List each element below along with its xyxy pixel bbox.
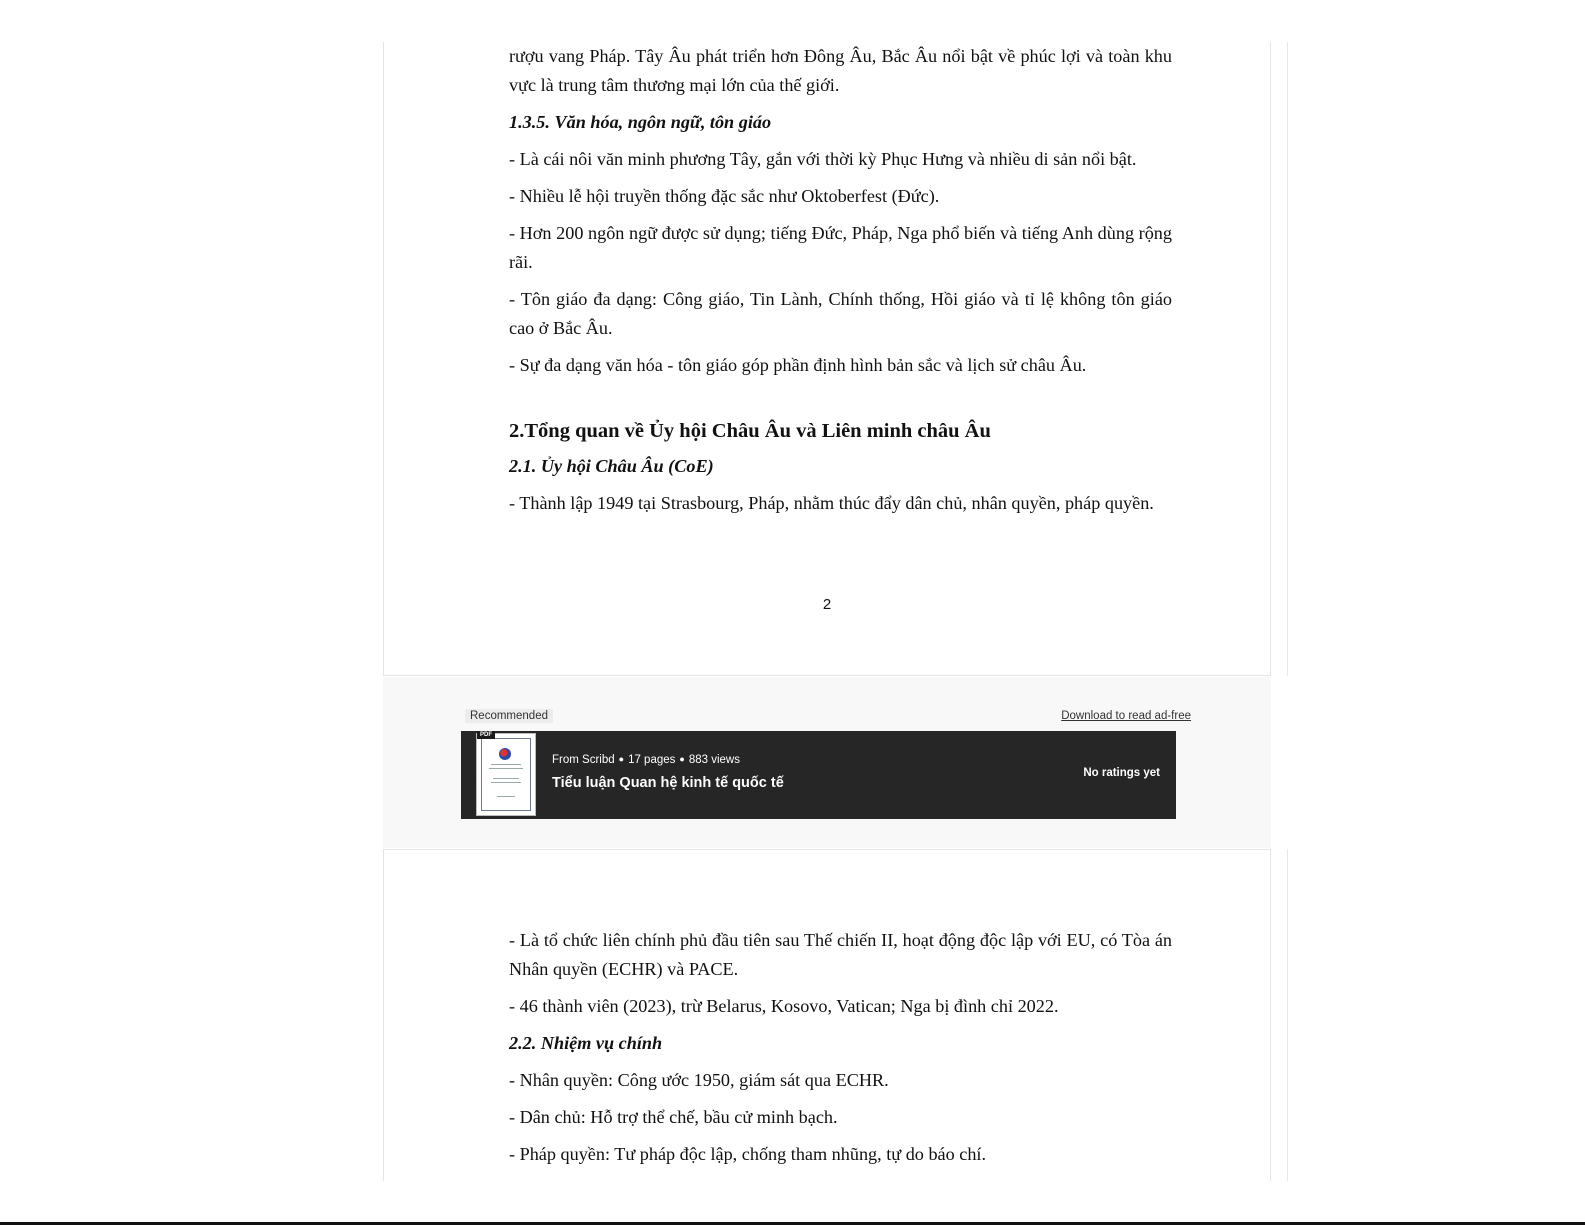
body-paragraph: - Thành lập 1949 tại Strasbourg, Pháp, nhằm thúc đẩy dân chủ, nhân quyền, pháp quyền. <box>509 493 1154 513</box>
recommended-document-card[interactable] <box>461 731 1176 819</box>
body-paragraph: - Nhiều lễ hội truyền thống đặc sắc như Oktoberfest (Đức). <box>509 186 940 206</box>
document-page-3 <box>383 849 1271 1181</box>
page-number: 2 <box>822 596 832 613</box>
page-3-text <box>509 926 1172 1177</box>
section-subheading: 2.1. Ủy hội Châu Âu (CoE) <box>509 456 714 476</box>
card-views: 883 views <box>688 754 740 766</box>
section-subheading: 1.3.5. Văn hóa, ngôn ngữ, tôn giáo <box>509 112 772 132</box>
separator-dot-icon: ● <box>679 754 685 764</box>
card-rating: No ratings yet <box>1083 767 1160 779</box>
download-ad-free-link[interactable]: Download to read ad-free <box>1061 710 1191 722</box>
page-2-text <box>509 42 1172 526</box>
body-paragraph: - Tôn giáo đa dạng: Công giáo, Tin Lành, Chính thống, Hồi giáo và tỉ lệ không tôn giáo cao ở Bắc Âu. <box>509 289 1172 338</box>
body-paragraph: - Nhân quyền: Công ước 1950, giám sát qua ECHR. <box>509 1070 889 1090</box>
card-title[interactable]: Tiểu luận Quan hệ kinh tế quốc tế <box>552 775 784 791</box>
card-source: From Scribd <box>552 754 615 766</box>
body-paragraph: - 46 thành viên (2023), trừ Belarus, Kosovo, Vatican; Nga bị đình chỉ 2022. <box>509 996 1059 1016</box>
body-paragraph: rượu vang Pháp. Tây Âu phát triển hơn Đông Âu, Bắc Âu nổi bật về phúc lợi và toàn khu vực là trung tâm thương mại lớn của thế giới. <box>509 46 1172 95</box>
page-edge <box>1287 849 1288 1181</box>
pdf-badge: PDF <box>477 731 495 739</box>
recommended-label: Recommended <box>465 709 553 723</box>
body-paragraph: - Dân chủ: Hỗ trợ thể chế, bầu cử minh bạch. <box>509 1107 838 1127</box>
page-edge <box>1287 42 1288 676</box>
emblem-icon <box>499 748 511 760</box>
separator-dot-icon: ● <box>618 754 625 764</box>
body-paragraph: - Là tổ chức liên chính phủ đầu tiên sau Thế chiến II, hoạt động độc lập với EU, có Tòa án Nhân quyền (ECHR) và PACE. <box>509 930 1172 979</box>
document-page-2 <box>383 42 1271 676</box>
body-paragraph: - Là cái nôi văn minh phương Tây, gắn với thời kỳ Phục Hưng và nhiều di sản nổi bật. <box>509 149 1137 169</box>
body-paragraph: - Hơn 200 ngôn ngữ được sử dụng; tiếng Đức, Pháp, Nga phổ biến và tiếng Anh dùng rộng rãi. <box>509 223 1172 272</box>
document-thumbnail <box>477 734 535 815</box>
card-meta <box>552 754 740 766</box>
body-paragraph: - Pháp quyền: Tư pháp độc lập, chống tham nhũng, tự do báo chí. <box>509 1144 987 1164</box>
card-pages: 17 pages <box>628 754 676 766</box>
body-paragraph: - Sự đa dạng văn hóa - tôn giáo góp phần định hình bản sắc và lịch sử châu Âu. <box>509 355 1087 375</box>
section-heading: 2.Tổng quan về Ủy hội Châu Âu và Liên minh châu Âu <box>509 420 991 442</box>
recommended-section <box>383 677 1271 848</box>
section-subheading: 2.2. Nhiệm vụ chính <box>509 1033 663 1053</box>
